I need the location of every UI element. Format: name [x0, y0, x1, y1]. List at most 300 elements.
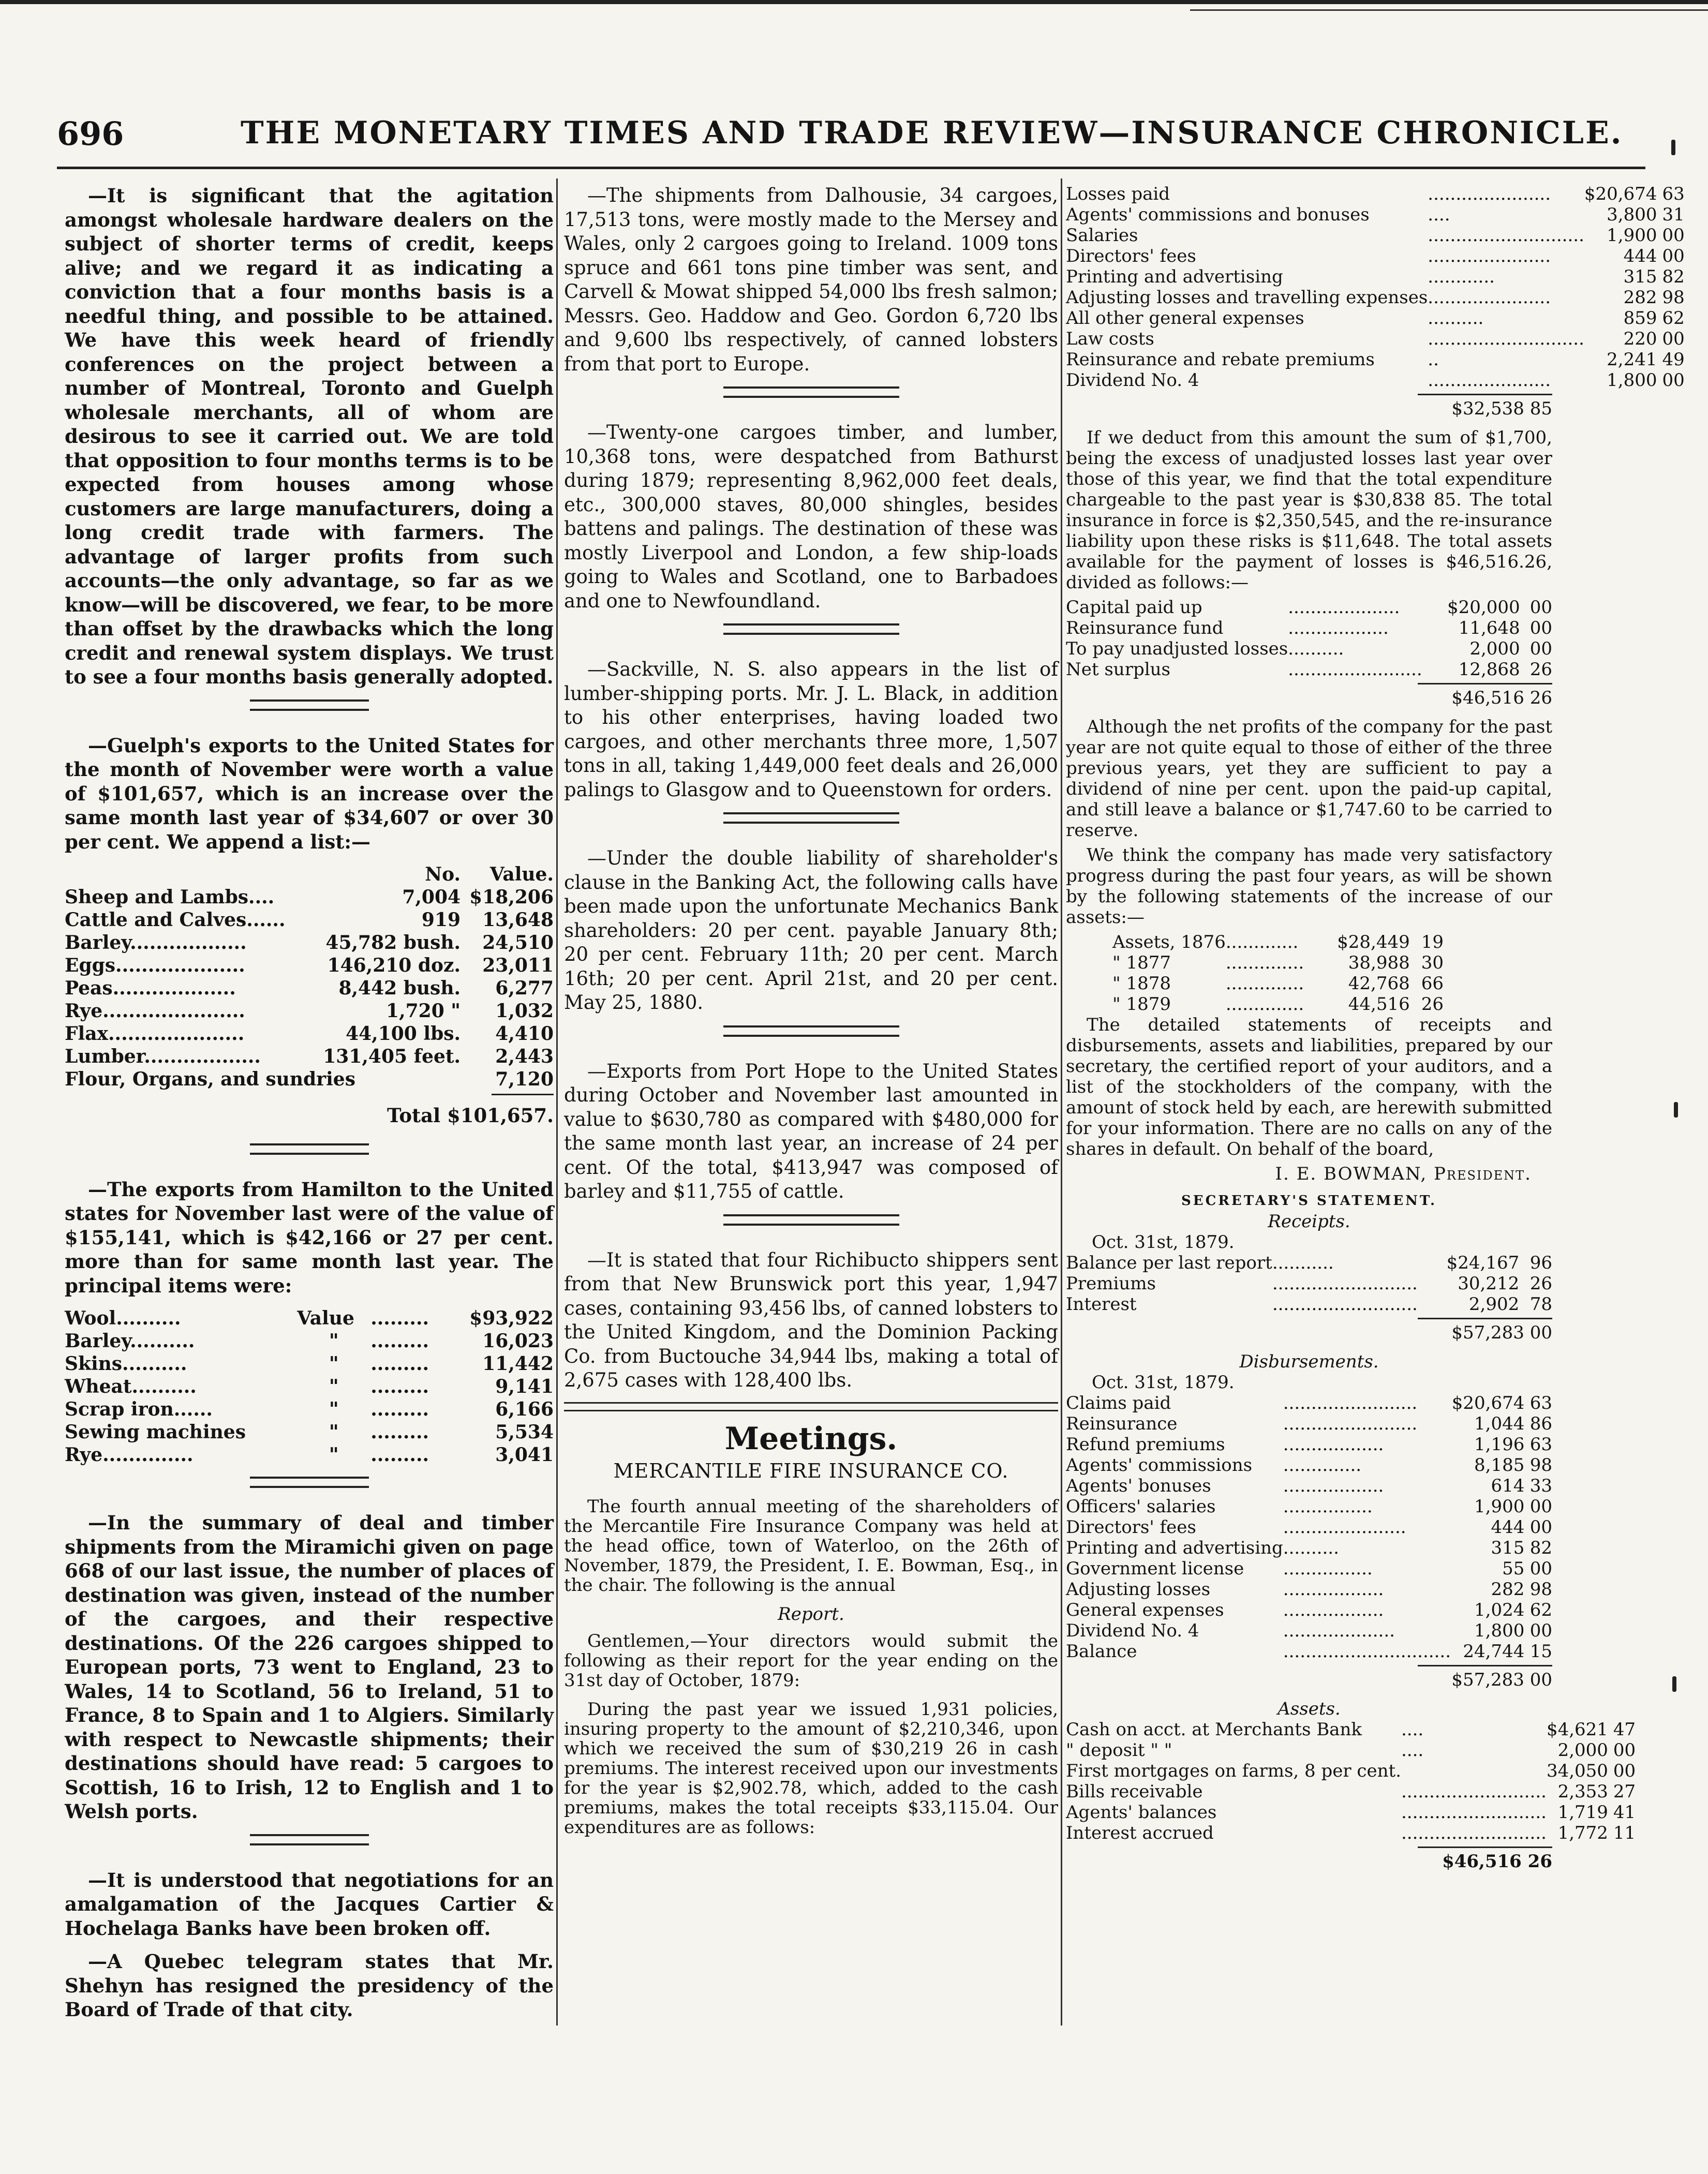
table-row — [1066, 1413, 1552, 1434]
guelph-exports-table — [65, 863, 554, 1091]
item-quantity: 131,405 feet. — [323, 1046, 461, 1067]
article-hardware-credit: —It is significant that the agitation amongst wholesale hardware dealers on the subject of shorter terms of credit, keeps alive; and we regard it as indicating a conviction that a four months basis is a needful thing, and possible to be attained. We have this week heard of friendly conferences on the project between a number of Montreal, Toronto and Guelph wholesale merchants, all of whom are desirous to see it carried out. We are told that opposition to four months terms is to be expected from houses among whose customers are large manufacturers, doing a long credit trade with farmers. The advantage of larger profits from such accounts—the only advantage, so far as we know—will be discovered, we fear, to be more than offset by the drawbacks which the long credit and renewal system displays. We trust to see a four months basis generally adopted. — [65, 184, 554, 688]
table-row — [1066, 1294, 1552, 1315]
report-salutation: Gentlemen,—Your directors would submit the following as their report for the year ending on the 31st day of October, 1879: — [564, 1630, 1058, 1691]
item-value: 6,166 — [495, 1398, 554, 1420]
leader-dots: ............................ — [1428, 225, 1584, 246]
table-row — [65, 1022, 554, 1045]
top-border — [0, 0, 1708, 4]
item-cents: 98 — [1529, 1455, 1552, 1476]
table-row — [1066, 1761, 1636, 1781]
item-name: Agents' commissions — [1066, 1455, 1253, 1476]
table-row — [1066, 225, 1685, 246]
table-row — [1066, 1253, 1552, 1273]
item-cents: 26 — [1529, 1273, 1552, 1294]
item-name: Directors' fees — [1066, 246, 1196, 266]
item-value: 7,120 — [495, 1068, 554, 1090]
president-signature: I. E. BOWMAN, President. — [1275, 1164, 1532, 1184]
leader-dots: ......... — [370, 1307, 429, 1329]
item-cents: 82 — [1662, 266, 1685, 287]
leader-dots: ...................... — [1283, 1517, 1406, 1538]
table-row — [1066, 618, 1552, 638]
column-3 — [1066, 184, 1685, 1880]
item-name: Government license — [1066, 1558, 1244, 1579]
item-name: Bills receivable — [1066, 1781, 1203, 1802]
item-unit: Value — [297, 1307, 354, 1329]
item-name: Interest — [1066, 1294, 1137, 1315]
item-amount: 614 — [1491, 1476, 1525, 1496]
leader-dots: ...................... — [1428, 287, 1551, 308]
leader-dots: .............. — [1225, 994, 1304, 1015]
meeting-intro: The fourth annual meeting of the shareholders of the Mercantile Fire Insurance Company was held at the head office, town of Waterloo, on the 26th of November, 1879, the President, I. E. Bowman, Esq., in the chair. The following is the annual — [564, 1496, 1058, 1596]
article-double-liability: —Under the double liability of shareholder's clause in the Banking Act, the following calls have been made upon the unfortunate Mechanics Bank shareholders: 20 per cent. payable January 8th; 20 per cent. February 11th; 20 per cent. March 16th; 20 per cent. April 21st, and 20 per cent. May 25, 1880. — [564, 847, 1058, 1014]
item-name: Eggs.................... — [65, 955, 245, 976]
table-row — [1066, 1273, 1552, 1294]
hamilton-exports-table — [65, 1307, 554, 1466]
item-cents: 00 — [1529, 597, 1552, 618]
table-row — [1066, 1393, 1552, 1413]
report-profits-text: Although the net profits of the company for the past year are not quite equal to those of either of the three previous years, yet they are sufficient to pay a dividend of nine per cent. upon the paid-up capital, and still leave a balance or $1,747.60 to be carried to reserve. — [1066, 717, 1552, 841]
item-value: $93,922 — [469, 1307, 554, 1329]
leader-dots: ......... — [370, 1353, 429, 1375]
item-name: Adjusting losses — [1066, 1579, 1211, 1600]
receipts-heading: Receipts. — [1268, 1211, 1350, 1232]
item-quantity: 1,720 " — [386, 1000, 461, 1022]
item-name: Lumber.................. — [65, 1046, 261, 1067]
item-unit: " — [329, 1376, 339, 1397]
leader-dots: .......................... — [1272, 1294, 1418, 1315]
leader-dots: ......... — [370, 1330, 429, 1352]
column-header-no: No. — [425, 863, 461, 885]
table-row — [1066, 1781, 1636, 1802]
table-row — [1066, 1496, 1552, 1517]
item-cents: 00 — [1529, 1517, 1552, 1538]
item-name: General expenses — [1066, 1600, 1224, 1620]
total-rule — [492, 1094, 554, 1095]
item-amount: 38,988 — [1348, 952, 1410, 973]
item-name: Skins.......... — [65, 1353, 187, 1375]
item-amount: 1,044 — [1474, 1413, 1525, 1434]
table-row — [1066, 1455, 1552, 1476]
leader-dots: .............................. — [1283, 1641, 1451, 1662]
running-title: THE MONETARY TIMES AND TRADE REVIEW—INSURANCE CHRONICLE. — [241, 115, 1623, 151]
leader-dots: .................... — [1288, 597, 1400, 618]
separator — [723, 386, 899, 398]
receipts-table — [1066, 1253, 1552, 1315]
leader-dots: ................ — [1283, 1558, 1373, 1579]
leader-dots: .................. — [1283, 1476, 1384, 1496]
table-row — [1112, 952, 1444, 973]
leader-dots: .... — [1428, 204, 1450, 225]
leader-dots: .................... — [1283, 1620, 1395, 1641]
item-cents: 00 — [1662, 246, 1685, 266]
table-row — [1066, 266, 1685, 287]
leader-dots: ...................... — [1428, 370, 1551, 391]
leader-dots: ........................ — [1283, 1413, 1418, 1434]
item-value: 9,141 — [495, 1376, 554, 1397]
item-amount: 282 — [1623, 287, 1657, 308]
item-name: Balance — [1066, 1641, 1137, 1662]
leader-dots: ......... — [370, 1421, 429, 1443]
table-row — [1066, 659, 1552, 680]
item-amount: $20,674 — [1451, 1393, 1525, 1413]
item-name: Reinsurance and rebate premiums — [1066, 349, 1375, 370]
table-row — [1112, 994, 1444, 1015]
item-cents: 63 — [1662, 184, 1685, 204]
item-name: Agents' commissions and bonuses — [1066, 204, 1370, 225]
assets-table — [1066, 1719, 1636, 1843]
item-name: Losses paid — [1066, 184, 1170, 204]
leader-dots: .................. — [1283, 1579, 1384, 1600]
item-amount: 1,900 — [1607, 225, 1657, 246]
article-hamilton-exports: —The exports from Hamilton to the United states for November last were of the value of $155,141, which is $42,166 or 27 per cent. more than for same month last year. The principal items were: — [65, 1178, 554, 1297]
table-row — [1066, 597, 1552, 618]
item-cents: 98 — [1529, 1579, 1552, 1600]
item-name: Flax..................... — [65, 1023, 245, 1045]
table-row — [65, 1000, 554, 1022]
article-port-hope: —Exports from Port Hope to the United States during October and November last amounted in value to $630,780 as compared with $480,000 for the same month last year, an increase of 24 per cent. Of the total, $413,947 was composed of barley and $11,755 of cattle. — [564, 1060, 1058, 1202]
item-cents: 63 — [1529, 1393, 1552, 1413]
table-row — [1066, 308, 1685, 329]
table-row — [65, 909, 554, 931]
item-quantity: 8,442 bush. — [338, 977, 461, 999]
column-header-value: Value. — [489, 863, 554, 885]
item-name: First mortgages on farms, 8 per cent. — [1066, 1761, 1401, 1781]
table-row — [65, 931, 554, 954]
leader-dots: ......... — [370, 1444, 429, 1466]
item-quantity: 7,004 — [402, 886, 461, 908]
page-number: 696 — [57, 115, 124, 153]
item-name: Adjusting losses and travelling expenses — [1066, 287, 1428, 308]
item-quantity: 45,782 bush. — [325, 932, 461, 954]
item-name: Reinsurance — [1066, 1413, 1178, 1434]
item-cents: 00 — [1529, 618, 1552, 638]
item-cents: 00 — [1529, 1620, 1552, 1641]
item-value: 1,032 — [495, 1000, 554, 1022]
table-row — [1066, 1517, 1552, 1538]
header-rule — [57, 167, 1645, 169]
leader-dots — [1401, 1761, 1547, 1781]
item-cents: 98 — [1662, 287, 1685, 308]
item-cents: 78 — [1529, 1294, 1552, 1315]
top-border-secondary — [1190, 9, 1708, 11]
item-value: 3,041 — [495, 1444, 554, 1466]
item-value: 2,443 — [495, 1046, 554, 1067]
item-unit: " — [329, 1330, 339, 1352]
leader-dots: .................. — [1288, 618, 1389, 638]
receipts-date: Oct. 31st, 1879. — [1092, 1232, 1235, 1253]
item-amount: 1,719 — [1557, 1802, 1608, 1823]
item-cents: 11 — [1613, 1823, 1636, 1843]
table-row — [1066, 638, 1552, 659]
item-name: Capital paid up — [1066, 597, 1202, 618]
article-guelph-exports: —Guelph's exports to the United States for the month of November were worth a value of $101,657, which is an increase over the same month last year of $34,607 or over 30 per cent. We append a list:— — [65, 734, 554, 853]
item-value: 5,534 — [495, 1421, 554, 1443]
column-2 — [564, 184, 1058, 1847]
table-row — [65, 954, 554, 977]
report-detailed-text: The detailed statements of receipts and disbursements, assets and liabilities, prepared by our secretary, the certified report of your auditors, and a list of the stockholders of the company, with the amount of stock held by each, are herewith submitted for your information. There are no calls on any of the shares in default. On behalf of the board, — [1066, 1015, 1552, 1159]
item-name: Assets, 1876 — [1112, 932, 1226, 952]
table-row — [1112, 973, 1444, 994]
company-heading: MERCANTILE FIRE INSURANCE CO. — [613, 1460, 1009, 1482]
item-cents: 26 — [1421, 994, 1444, 1015]
leader-dots: ........................ — [1288, 659, 1422, 680]
item-cents: 31 — [1662, 204, 1685, 225]
item-name: Salaries — [1066, 225, 1138, 246]
assets-by-year-table — [1112, 932, 1444, 1015]
item-name: Wool.......... — [65, 1307, 181, 1329]
item-cents: 00 — [1529, 638, 1552, 659]
item-cents: 00 — [1662, 225, 1685, 246]
table-row — [1066, 1579, 1552, 1600]
table-row — [1066, 370, 1685, 391]
leader-dots: ................ — [1283, 1496, 1373, 1517]
item-amount: 220 — [1623, 329, 1657, 349]
item-name: Cattle and Calves...... — [65, 909, 286, 931]
table-row — [65, 1045, 554, 1068]
item-quantity: 919 — [421, 909, 461, 931]
separator — [723, 1025, 899, 1037]
item-name: Flour, Organs, and sundries — [65, 1068, 355, 1090]
receipts-total: $57,283 00 — [1451, 1322, 1552, 1343]
item-name: Printing and advertising — [1066, 1538, 1283, 1558]
item-amount: 2,000 — [1557, 1740, 1608, 1761]
leader-dots: ............ — [1428, 266, 1495, 287]
item-amount: 1,196 — [1474, 1434, 1525, 1455]
item-cents: 15 — [1529, 1641, 1552, 1662]
item-amount: 1,772 — [1557, 1823, 1608, 1843]
item-name: Wheat.......... — [65, 1376, 197, 1397]
item-value: $18,206 — [469, 886, 554, 908]
item-amount: 859 — [1623, 308, 1657, 329]
item-name: Barley.......... — [65, 1330, 195, 1352]
disbursements-total: $57,283 00 — [1451, 1670, 1552, 1690]
item-value: 11,442 — [482, 1353, 554, 1375]
table-row — [65, 1352, 554, 1375]
separator — [250, 1143, 369, 1155]
item-value: 16,023 — [482, 1330, 554, 1352]
item-cents: 41 — [1613, 1802, 1636, 1823]
table-row — [1066, 246, 1685, 266]
leader-dots: .......... — [1283, 1538, 1339, 1558]
disbursements-date: Oct. 31st, 1879. — [1092, 1372, 1235, 1393]
item-name: Premiums — [1066, 1273, 1156, 1294]
item-cents: 62 — [1529, 1600, 1552, 1620]
item-unit: " — [329, 1353, 339, 1375]
item-name: Reinsurance fund — [1066, 618, 1224, 638]
item-cents: 49 — [1662, 349, 1685, 370]
table-row — [65, 1375, 554, 1398]
item-amount: $20,000 — [1447, 597, 1520, 618]
item-name: " 1878 — [1112, 973, 1171, 994]
table-header-row — [65, 863, 554, 886]
separator — [250, 1834, 369, 1845]
table-row — [1066, 1823, 1636, 1843]
item-cents: 82 — [1529, 1538, 1552, 1558]
table-row — [65, 1330, 554, 1352]
leader-dots: .......... — [1428, 308, 1484, 329]
table-row — [1066, 1641, 1552, 1662]
expenditures-table — [1066, 184, 1685, 391]
item-name: Cash on acct. at Merchants Bank — [1066, 1719, 1362, 1740]
item-amount: 11,648 — [1458, 618, 1520, 638]
margin-mark — [1674, 1102, 1678, 1118]
leader-dots: ............................ — [1428, 329, 1584, 349]
table-row — [1066, 1600, 1552, 1620]
separator — [250, 1477, 369, 1488]
item-name: Sewing machines — [65, 1421, 246, 1443]
leader-dots: .... — [1401, 1740, 1424, 1761]
table-row — [65, 1398, 554, 1421]
item-amount: 1,024 — [1474, 1600, 1525, 1620]
table-row — [65, 1443, 554, 1466]
item-cents: 63 — [1529, 1434, 1552, 1455]
table-row — [1066, 1802, 1636, 1823]
table-row — [1066, 1434, 1552, 1455]
item-cents: 00 — [1529, 1496, 1552, 1517]
item-amount: 2,353 — [1557, 1781, 1608, 1802]
separator — [723, 623, 899, 635]
item-value: 6,277 — [495, 977, 554, 999]
margin-mark — [1671, 140, 1675, 155]
item-quantity: 44,100 lbs. — [346, 1023, 461, 1045]
report-body: During the past year we issued 1,931 policies, insuring property to the amount of $2,210,346, upon which we received the sum of $30,219 26 in cash premiums. The interest received upon our investments for the year is $2,902.78, which, added to the cash premiums, makes the total receipts $33,115.04. Our expenditures are as follows: — [564, 1699, 1058, 1838]
article-bathurst: —Twenty-one cargoes timber, and lumber, 10,368 tons, were despatched from Bathurst during 1879; representing 8,962,000 feet deals, etc., 300,000 staves, 80,000 shingles, besides battens and palings. The destination of these was mostly Liverpool and London, a few ship-loads going to Wales and Scotland, one to Barbadoes and one to Newfoundland. — [564, 421, 1058, 612]
item-cents: 19 — [1421, 932, 1444, 952]
item-amount: 8,185 — [1474, 1455, 1525, 1476]
item-name: Agents' bonuses — [1066, 1476, 1211, 1496]
meetings-heading: Meetings. — [724, 1420, 898, 1457]
table-row — [1066, 1476, 1552, 1496]
separator — [723, 812, 899, 824]
leader-dots: .............. — [1225, 952, 1304, 973]
article-richibucto: —It is stated that four Richibucto shippers sent from that New Brunswick port this year, 1,947 cases, containing 93,456 lbs, of canned lobsters to the United Kingdom, and the Dominion Packing Co. from Buctouche 34,944 lbs, making a total of 2,675 cases with 128,400 lbs. — [564, 1248, 1058, 1391]
item-name: Scrap iron...... — [65, 1398, 213, 1420]
table-row — [1066, 329, 1685, 349]
item-amount: 444 — [1491, 1517, 1525, 1538]
item-name: Law costs — [1066, 329, 1154, 349]
leader-dots: .............. — [1225, 973, 1304, 994]
total-rule — [1418, 394, 1552, 395]
leader-dots: .......... — [1288, 638, 1344, 659]
item-amount: $28,449 — [1337, 932, 1410, 952]
leader-dots: ...................... — [1428, 246, 1551, 266]
item-name: Directors' fees — [1066, 1517, 1196, 1538]
column-divider-2 — [1061, 178, 1062, 2026]
item-name: Agents' balances — [1066, 1802, 1217, 1823]
expenditures-total: $32,538 85 — [1451, 398, 1552, 419]
section-rule — [564, 1402, 1058, 1411]
margin-mark — [1672, 1676, 1676, 1692]
total-rule — [1418, 1847, 1552, 1848]
assets-division-total: $46,516 26 — [1451, 688, 1552, 708]
item-value: 13,648 — [482, 909, 554, 931]
article-miramichi-shipments: —In the summary of deal and timber shipments from the Miramichi given on page 668 of our last issue, the number of places of destination was given, instead of the number of the cargoes, and their respective destinations. Of the 226 cargoes shipped to European ports, 73 went to England, 23 to Wales, 14 to Scotland, 56 to Ireland, 51 to France, 8 to Spain and 1 to Algiers. Similarly with respect to Newcastle shipments; their destinations should have read: 5 cargoes to Scottish, 16 to Irish, 12 to English and 1 to Welsh ports. — [65, 1511, 554, 1823]
table-row — [65, 1421, 554, 1443]
item-amount: 44,516 — [1348, 994, 1410, 1015]
item-value: 24,510 — [482, 932, 554, 954]
item-name: Peas................... — [65, 977, 236, 999]
item-amount: 55 — [1502, 1558, 1525, 1579]
separator — [723, 1214, 899, 1226]
item-cents: 27 — [1613, 1781, 1636, 1802]
item-amount: 1,800 — [1607, 370, 1657, 391]
table-row — [1066, 349, 1685, 370]
item-amount: 315 — [1491, 1538, 1525, 1558]
guelph-total: Total $101,657. — [387, 1104, 554, 1127]
item-amount: 2,902 — [1468, 1294, 1520, 1315]
total-rule — [1418, 1318, 1552, 1319]
item-amount: 444 — [1623, 246, 1657, 266]
report-heading: Report. — [778, 1603, 844, 1625]
item-value: 4,410 — [495, 1023, 554, 1045]
item-amount: 12,868 — [1458, 659, 1520, 680]
report-deduction-text: If we deduct from this amount the sum of $1,700, being the excess of unadjusted losses last year over those of this year, we find that the total expenditure chargeable to the past year is $30,838 85. The total insurance in force is $2,350,545, and the re-insurance liability upon these risks is $11,648. The total assets available for the payment of losses is $46,516.26, divided as follows:— — [1066, 427, 1552, 593]
item-name: Interest accrued — [1066, 1823, 1214, 1843]
item-cents: 00 — [1529, 1558, 1552, 1579]
assets-heading: Assets. — [1278, 1699, 1341, 1719]
table-row — [1112, 932, 1444, 952]
item-amount: 1,900 — [1474, 1496, 1525, 1517]
item-name: Officers' salaries — [1066, 1496, 1216, 1517]
total-rule — [1418, 1665, 1552, 1666]
item-cents: 26 — [1529, 659, 1552, 680]
table-row — [1066, 1719, 1636, 1740]
item-cents: 00 — [1613, 1761, 1636, 1781]
leader-dots: .................. — [1283, 1600, 1384, 1620]
column-divider-1 — [556, 178, 558, 2026]
item-unit: " — [329, 1398, 339, 1420]
item-name: Dividend No. 4 — [1066, 1620, 1199, 1641]
leader-dots: .......................... — [1401, 1823, 1547, 1843]
leader-dots: ......... — [370, 1376, 429, 1397]
disbursements-heading: Disbursements. — [1239, 1351, 1379, 1372]
leader-dots: ......... — [370, 1398, 429, 1420]
item-name: Balance per last report — [1066, 1253, 1272, 1273]
item-value: 23,011 — [482, 955, 554, 976]
item-name: To pay unadjusted losses — [1066, 638, 1288, 659]
item-quantity: 146,210 doz. — [327, 955, 461, 976]
item-unit: " — [329, 1444, 339, 1466]
item-cents: 86 — [1529, 1413, 1552, 1434]
assets-division-table — [1066, 597, 1552, 680]
table-row — [1066, 287, 1685, 308]
leader-dots: ........... — [1272, 1253, 1334, 1273]
item-amount: 2,000 — [1469, 638, 1520, 659]
item-amount: $4,621 — [1546, 1719, 1608, 1740]
item-cents: 66 — [1421, 973, 1444, 994]
item-amount: 2,241 — [1607, 349, 1657, 370]
item-name: Printing and advertising — [1066, 266, 1283, 287]
article-sackville: —Sackville, N. S. also appears in the list of lumber-shipping ports. Mr. J. L. Black, in addition to his other enterprises, having loaded two cargoes, and other merchants three more, 1,507 tons in all, taking 1,449,000 feet deals and 26,000 palings to Glasgow and to Queenstown for orders. — [564, 658, 1058, 801]
item-amount: 3,800 — [1607, 204, 1657, 225]
table-row — [1066, 1558, 1552, 1579]
report-progress-text: We think the company has made very satisfactory progress during the past four years, as will be shown by the following statements of the increase of our assets:— — [1066, 845, 1552, 928]
item-cents: 30 — [1421, 952, 1444, 973]
table-row — [65, 1307, 554, 1330]
leader-dots: ...................... — [1428, 184, 1551, 204]
assets-total: $46,516 26 — [1442, 1851, 1552, 1872]
leader-dots: .......................... — [1272, 1273, 1418, 1294]
disbursements-table — [1066, 1393, 1552, 1662]
item-name: Barley.................. — [65, 932, 247, 954]
item-cents: 33 — [1529, 1476, 1552, 1496]
item-name: " deposit " " — [1066, 1740, 1172, 1761]
item-amount: $24,167 — [1446, 1253, 1520, 1273]
page-header — [57, 115, 1645, 161]
table-row — [1066, 184, 1685, 204]
item-cents: 00 — [1662, 329, 1685, 349]
